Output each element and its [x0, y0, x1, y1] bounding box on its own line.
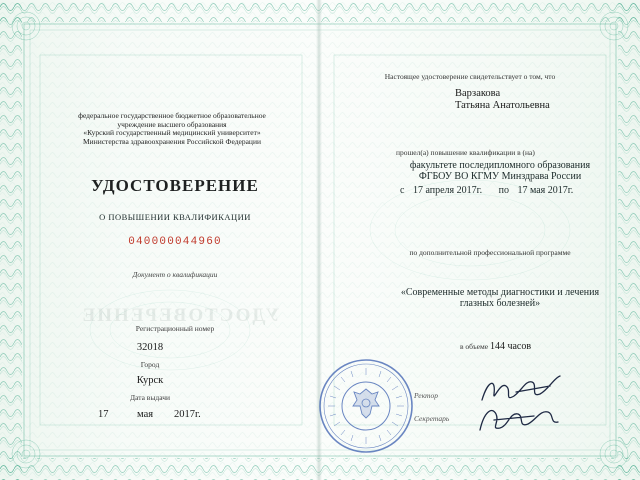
issue-date-month: мая [137, 409, 154, 420]
program-hours [460, 341, 531, 352]
org-line: федеральное государственное бюджетное образовательное [78, 111, 266, 120]
period-from: 17 апреля 2017г. [412, 185, 483, 196]
org-line: «Курский государственный медицинский университет» [83, 128, 261, 138]
faculty-line: факультете последипломного образования [409, 160, 591, 171]
reg-number-label: Регистрационный номер [135, 324, 215, 333]
issuing-organization [62, 112, 282, 146]
issue-date-day: 17 [98, 409, 109, 420]
holder-surname: Варзакова [455, 88, 501, 99]
secretary-signature [474, 400, 564, 436]
city-label: Город [140, 360, 160, 369]
seal-stamp [316, 356, 416, 456]
period-to-prefix: по [498, 185, 509, 196]
holder-name [455, 88, 550, 112]
hours-value: 144 часов [489, 341, 532, 352]
org-line: учреждение высшего образования [117, 119, 227, 129]
program-line: «Современные методы диагностики и лечения [400, 287, 600, 298]
period-to: 17 мая 2017г. [517, 185, 574, 196]
period-from-prefix: с [400, 185, 405, 196]
certificate-intro: Настоящее удостоверение свидетельствует о том, что [384, 72, 556, 81]
program-title [360, 287, 640, 309]
issue-date-year: 2017г. [174, 409, 201, 420]
reg-number-value: 32018 [136, 342, 164, 353]
document-title: УДОСТОВЕРЕНИЕ [91, 176, 259, 195]
program-line: глазных болезней» [459, 298, 541, 309]
faculty-line: ФГБОУ ВО КГМУ Минздрава России [418, 171, 582, 182]
document-subtitle: О ПОВЫШЕНИИ КВАЛИФИКАЦИИ [99, 212, 251, 222]
training-statement: прошел(а) повышение квалификации в (на) [396, 148, 535, 157]
program-label: по дополнительной профессиональной программе [409, 248, 571, 257]
document-number: 040000044960 [128, 236, 222, 248]
ghost-watermark-text: УДОСТОВЕРЕНИЕ [80, 305, 280, 326]
training-period [400, 185, 573, 196]
holder-given-names: Татьяна Анатольевна [455, 100, 550, 111]
hours-prefix: в объеме [460, 342, 489, 351]
org-line: Министерства здравоохранения Российской Федерации [83, 136, 261, 146]
rector-label: Ректор [414, 391, 438, 400]
secretary-label: Секретарь [414, 414, 450, 423]
document-kind: Документ о квалификации [132, 270, 218, 279]
city-value: Курск [136, 375, 164, 386]
issue-date-label: Дата выдачи [129, 393, 171, 402]
faculty-name [360, 160, 640, 182]
